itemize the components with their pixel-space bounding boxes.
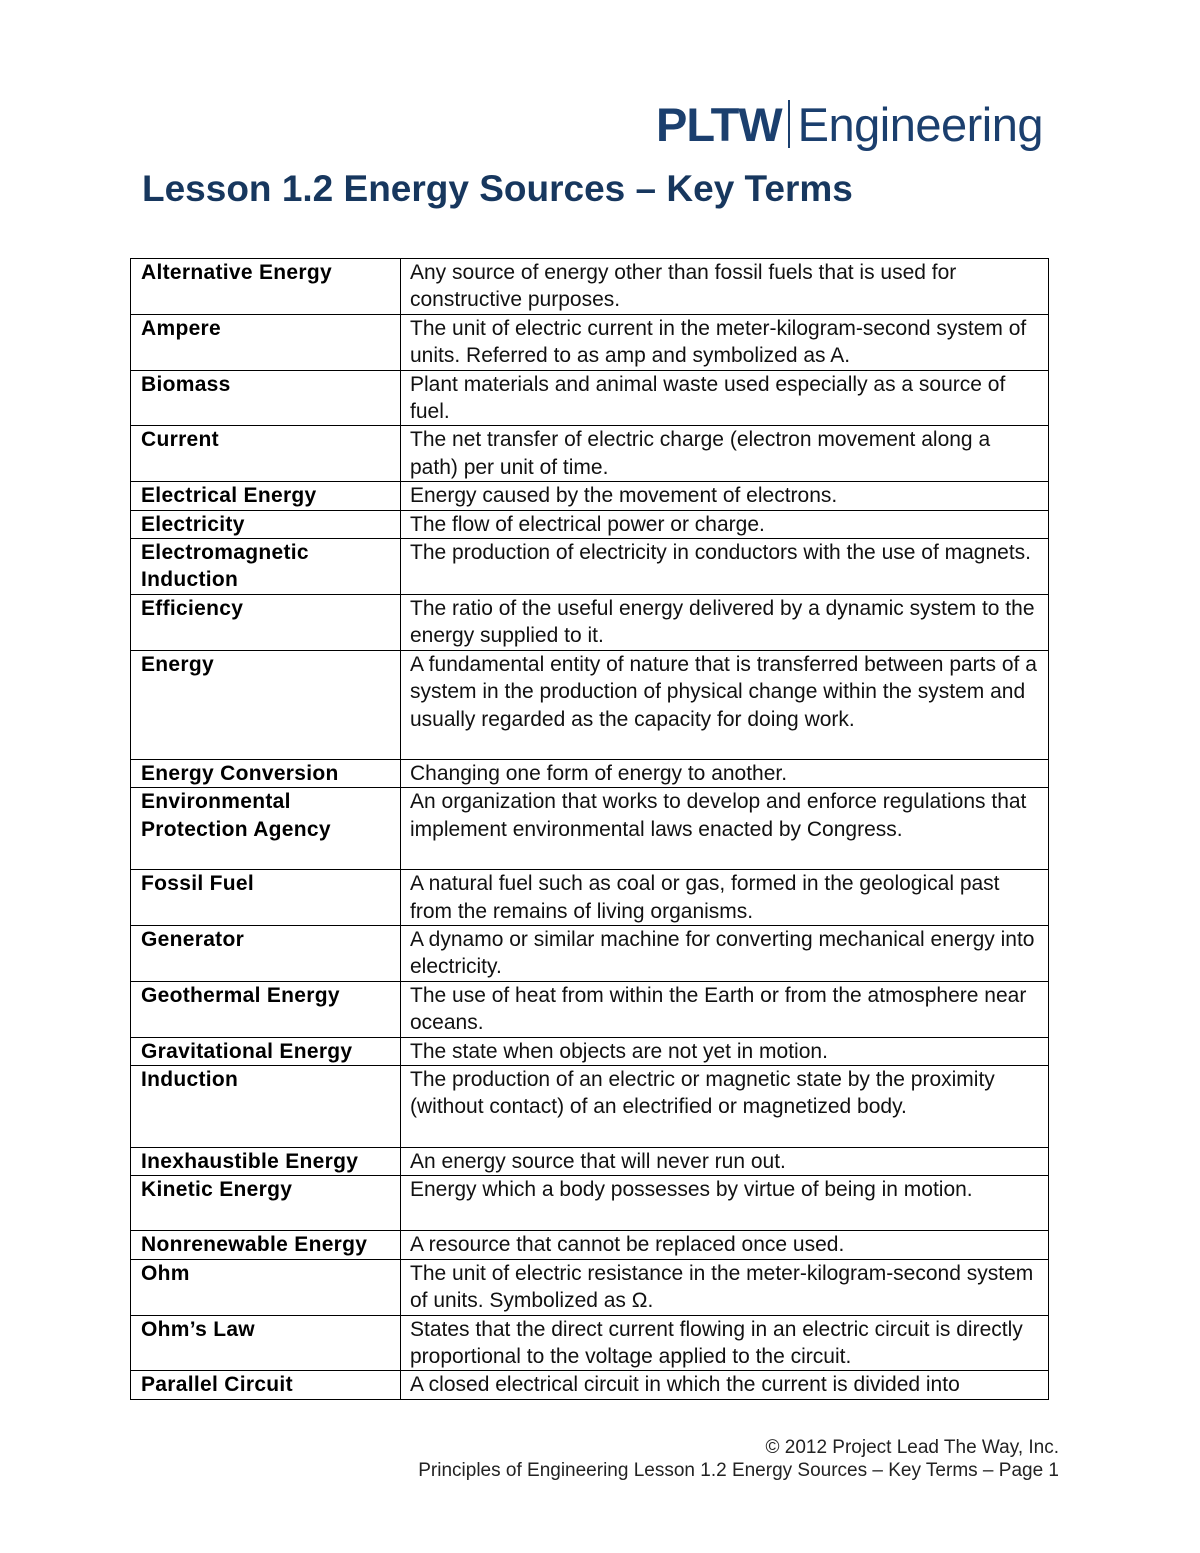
table-row — [131, 759, 1049, 787]
table-row — [131, 1037, 1049, 1065]
definition-cell: A dynamo or similar machine for converting mechanical energy into electricity. — [401, 925, 1049, 981]
table-row — [131, 1371, 1049, 1399]
term-cell: Gravitational Energy — [131, 1037, 401, 1065]
logo-divider — [788, 100, 790, 148]
definition-cell: An energy source that will never run out. — [401, 1147, 1049, 1175]
term-cell: Ampere — [131, 314, 401, 370]
definition-cell: The unit of electric resistance in the meter-kilogram-second system of units. Symbolized as Ω. — [401, 1259, 1049, 1315]
term-cell: Alternative Energy — [131, 259, 401, 315]
definition-cell: The production of electricity in conductors with the use of magnets. — [401, 539, 1049, 595]
definition-cell: Energy which a body possesses by virtue of being in motion. — [401, 1176, 1049, 1231]
term-cell: Biomass — [131, 370, 401, 426]
definition-cell: A fundamental entity of nature that is transferred between parts of a system in the production of physical change within the system and usually regarded as the capacity for doing work. — [401, 650, 1049, 759]
term-cell: Environmental Protection Agency — [131, 788, 401, 870]
term-cell: Ohm — [131, 1259, 401, 1315]
term-cell: Efficiency — [131, 594, 401, 650]
table-row — [131, 788, 1049, 870]
table-row — [131, 1315, 1049, 1371]
term-cell: Nonrenewable Energy — [131, 1231, 401, 1259]
table-row — [131, 981, 1049, 1037]
table-row — [131, 370, 1049, 426]
term-cell: Inexhaustible Energy — [131, 1147, 401, 1175]
definition-cell: The net transfer of electric charge (electron movement along a path) per unit of time. — [401, 426, 1049, 482]
table-row — [131, 594, 1049, 650]
term-cell: Current — [131, 426, 401, 482]
definition-cell: The state when objects are not yet in motion. — [401, 1037, 1049, 1065]
table-row — [131, 1176, 1049, 1231]
table-row — [131, 482, 1049, 510]
term-cell: Energy — [131, 650, 401, 759]
page-title: Lesson 1.2 Energy Sources – Key Terms — [142, 168, 853, 209]
table-row — [131, 925, 1049, 981]
term-cell: Parallel Circuit — [131, 1371, 401, 1399]
definition-cell: A natural fuel such as coal or gas, formed in the geological past from the remains of living organisms. — [401, 870, 1049, 926]
definition-cell: The unit of electric current in the meter-kilogram-second system of units. Referred to as amp and symbolized as A. — [401, 314, 1049, 370]
definition-cell: Any source of energy other than fossil fuels that is used for constructive purposes. — [401, 259, 1049, 315]
definition-cell: The use of heat from within the Earth or from the atmosphere near oceans. — [401, 981, 1049, 1037]
table-row — [131, 870, 1049, 926]
term-cell: Energy Conversion — [131, 759, 401, 787]
definition-cell: An organization that works to develop and enforce regulations that implement environmental laws enacted by Congress. — [401, 788, 1049, 870]
page-footer — [418, 1436, 1059, 1482]
term-cell: Electricity — [131, 510, 401, 538]
footer-copyright: © 2012 Project Lead The Way, Inc. — [765, 1437, 1059, 1458]
table-row — [131, 426, 1049, 482]
table-row — [131, 1231, 1049, 1259]
table-row — [131, 314, 1049, 370]
definition-cell: A resource that cannot be replaced once used. — [401, 1231, 1049, 1259]
term-cell: Induction — [131, 1065, 401, 1147]
term-cell: Generator — [131, 925, 401, 981]
pltw-engineering-logo — [656, 96, 1043, 152]
table-row — [131, 1259, 1049, 1315]
table-row — [131, 510, 1049, 538]
term-cell: Electromagnetic Induction — [131, 539, 401, 595]
definition-cell: The production of an electric or magnetic state by the proximity (without contact) of an electrified or magnetized body. — [401, 1065, 1049, 1147]
definition-cell: The ratio of the useful energy delivered by a dynamic system to the energy supplied to it. — [401, 594, 1049, 650]
table-row — [131, 1147, 1049, 1175]
definition-cell: States that the direct current flowing in an electric circuit is directly proportional to the voltage applied to the circuit. — [401, 1315, 1049, 1371]
definition-cell: Energy caused by the movement of electrons. — [401, 482, 1049, 510]
table-row — [131, 259, 1049, 315]
term-cell: Electrical Energy — [131, 482, 401, 510]
term-cell: Geothermal Energy — [131, 981, 401, 1037]
table-row — [131, 539, 1049, 595]
table-row — [131, 1065, 1049, 1147]
definition-cell: Plant materials and animal waste used especially as a source of fuel. — [401, 370, 1049, 426]
table-row — [131, 650, 1049, 759]
logo-brand: PLTW — [656, 97, 782, 151]
definition-cell: The flow of electrical power or charge. — [401, 510, 1049, 538]
term-cell: Ohm’s Law — [131, 1315, 401, 1371]
logo-program: Engineering — [797, 97, 1043, 151]
footer-page-info: Principles of Engineering Lesson 1.2 Energy Sources – Key Terms – Page 1 — [418, 1460, 1059, 1481]
key-terms-table — [130, 258, 1049, 1400]
term-cell: Fossil Fuel — [131, 870, 401, 926]
definition-cell: A closed electrical circuit in which the current is divided into — [401, 1371, 1049, 1399]
term-cell: Kinetic Energy — [131, 1176, 401, 1231]
definition-cell: Changing one form of energy to another. — [401, 759, 1049, 787]
